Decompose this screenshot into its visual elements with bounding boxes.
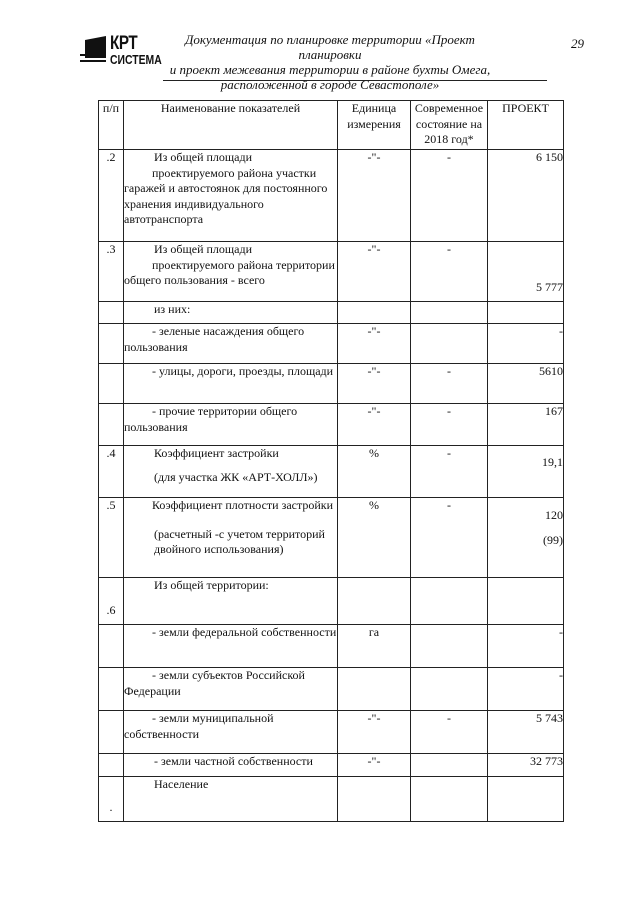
current-state-cell bbox=[411, 668, 488, 711]
project-value-cell bbox=[488, 777, 564, 822]
current-state-cell bbox=[411, 777, 488, 822]
indicator-name-line: - земли субъектов Российской Федерации bbox=[124, 668, 305, 698]
table-row bbox=[99, 242, 564, 302]
krt-sistema-logo bbox=[80, 33, 162, 67]
current-state-cell: - bbox=[411, 364, 488, 404]
unit-cell: -"- bbox=[338, 364, 411, 404]
row-number: . bbox=[99, 777, 124, 822]
current-state-cell: - bbox=[411, 498, 488, 578]
indicator-name-line: (расчетный -с учетом территорий двойного использования) bbox=[154, 526, 325, 556]
indicator-name-line: - улицы, дороги, проезды, площади bbox=[152, 364, 334, 378]
project-value-cell: 5 743 bbox=[488, 711, 564, 754]
header-divider bbox=[163, 80, 547, 81]
indicator-name bbox=[124, 302, 338, 324]
indicator-name-line: Из общей площади bbox=[154, 150, 253, 164]
row-number bbox=[99, 754, 124, 777]
unit-cell: -"- bbox=[338, 150, 411, 242]
page-number: 29 bbox=[571, 36, 584, 51]
indicator-name bbox=[124, 446, 338, 498]
unit-cell bbox=[338, 668, 411, 711]
current-state-cell bbox=[411, 302, 488, 324]
unit-cell: % bbox=[338, 498, 411, 578]
logo-mark-icon bbox=[80, 36, 106, 64]
indicator-name-line: (для участка ЖК «АРТ-ХОЛЛ») bbox=[154, 469, 318, 484]
unit-cell: % bbox=[338, 446, 411, 498]
current-state-cell: - bbox=[411, 446, 488, 498]
column-header-unit: Единица измерения bbox=[338, 101, 411, 150]
indicator-name-line: - зеленые насаждения общего пользования bbox=[124, 324, 305, 354]
document-title bbox=[160, 32, 500, 92]
indicator-name-line: проектируемого района участки гаражей и автостоянок для постоянного хранения индивидуального автотранспорта bbox=[124, 165, 328, 226]
project-value-alt: (99) bbox=[543, 532, 563, 547]
row-number bbox=[99, 324, 124, 364]
row-number bbox=[99, 711, 124, 754]
project-value-cell: 19,1 bbox=[488, 446, 564, 498]
current-state-cell bbox=[411, 578, 488, 625]
indicator-name bbox=[124, 578, 338, 625]
indicator-name bbox=[124, 711, 338, 754]
indicator-name bbox=[124, 625, 338, 668]
table-row bbox=[99, 302, 564, 324]
project-value-cell: 6 150 bbox=[488, 150, 564, 242]
table-row bbox=[99, 668, 564, 711]
unit-cell: -"- bbox=[338, 242, 411, 302]
indicator-name-line: Из общей площади bbox=[154, 242, 253, 256]
indicator-name-line: из них: bbox=[154, 302, 191, 316]
table-row bbox=[99, 578, 564, 625]
project-value-cell bbox=[488, 498, 564, 578]
table-row bbox=[99, 324, 564, 364]
unit-cell: га bbox=[338, 625, 411, 668]
indicator-name-line: Из общей территории: bbox=[154, 578, 269, 592]
indicator-name-line: Население bbox=[154, 777, 209, 791]
project-value-cell bbox=[488, 302, 564, 324]
indicator-name bbox=[124, 777, 338, 822]
row-number bbox=[99, 364, 124, 404]
project-value-cell: - bbox=[488, 625, 564, 668]
table-row bbox=[99, 625, 564, 668]
current-state-cell bbox=[411, 625, 488, 668]
indicator-name bbox=[124, 498, 338, 578]
indicators-table bbox=[98, 100, 564, 822]
indicator-name-line: Коэффициент плотности застройки bbox=[152, 498, 334, 512]
row-number: .6 bbox=[99, 578, 124, 625]
logo-text-top: КРТ bbox=[110, 33, 138, 54]
column-header-project: ПРОЕКТ bbox=[488, 101, 564, 150]
indicator-name-line: Коэффициент застройки bbox=[154, 446, 279, 460]
unit-cell: -"- bbox=[338, 324, 411, 364]
unit-cell bbox=[338, 302, 411, 324]
indicator-name-line: - земли частной собственности bbox=[154, 754, 313, 768]
indicator-name bbox=[124, 754, 338, 777]
table-row bbox=[99, 364, 564, 404]
row-number: .2 bbox=[99, 150, 124, 242]
row-number bbox=[99, 404, 124, 446]
logo-text-bottom: СИСТЕМА bbox=[110, 52, 162, 67]
project-value-cell: 5610 bbox=[488, 364, 564, 404]
table-row bbox=[99, 404, 564, 446]
unit-cell: -"- bbox=[338, 404, 411, 446]
table-row bbox=[99, 498, 564, 578]
table-row bbox=[99, 754, 564, 777]
unit-cell: -"- bbox=[338, 754, 411, 777]
document-title-line: и проект межевания территории в районе бухты Омега, bbox=[169, 62, 491, 77]
row-number: .4 bbox=[99, 446, 124, 498]
project-value-cell: - bbox=[488, 324, 564, 364]
table-row bbox=[99, 446, 564, 498]
indicator-name-line: - земли федеральной собственности bbox=[152, 625, 337, 639]
row-number: .5 bbox=[99, 498, 124, 578]
unit-cell bbox=[338, 578, 411, 625]
indicator-name bbox=[124, 404, 338, 446]
indicator-name bbox=[124, 668, 338, 711]
current-state-cell bbox=[411, 754, 488, 777]
current-state-cell: - bbox=[411, 242, 488, 302]
unit-cell: -"- bbox=[338, 711, 411, 754]
row-number bbox=[99, 302, 124, 324]
indicator-name bbox=[124, 150, 338, 242]
column-header-current-state: Современное состояние на 2018 год* bbox=[411, 101, 488, 150]
row-number bbox=[99, 668, 124, 711]
project-value-cell: 5 777 bbox=[488, 242, 564, 302]
indicator-name-line: проектируемого района территории общего пользования - всего bbox=[124, 257, 335, 287]
current-state-cell: - bbox=[411, 404, 488, 446]
indicator-name bbox=[124, 364, 338, 404]
indicator-name-line: - прочие территории общего пользования bbox=[124, 404, 298, 434]
row-number: .3 bbox=[99, 242, 124, 302]
project-value-cell bbox=[488, 578, 564, 625]
table-row bbox=[99, 150, 564, 242]
document-title-line: расположенной в городе Севастополе» bbox=[220, 77, 440, 92]
row-number bbox=[99, 625, 124, 668]
indicator-name bbox=[124, 242, 338, 302]
current-state-cell bbox=[411, 324, 488, 364]
table-row bbox=[99, 711, 564, 754]
unit-cell bbox=[338, 777, 411, 822]
current-state-cell: - bbox=[411, 150, 488, 242]
column-header-number: п/п bbox=[99, 101, 124, 150]
table-header-row bbox=[99, 101, 564, 150]
project-value-cell: 167 bbox=[488, 404, 564, 446]
project-value: 120 bbox=[545, 508, 563, 522]
project-value-cell: - bbox=[488, 668, 564, 711]
column-header-name: Наименование показателей bbox=[124, 101, 338, 150]
indicator-name bbox=[124, 324, 338, 364]
indicator-name-line: - земли муниципальной собственности bbox=[124, 711, 274, 741]
document-title-line: Документация по планировке территории «Проект планировки bbox=[185, 32, 475, 62]
project-value-cell: 32 773 bbox=[488, 754, 564, 777]
current-state-cell: - bbox=[411, 711, 488, 754]
table-row bbox=[99, 777, 564, 822]
